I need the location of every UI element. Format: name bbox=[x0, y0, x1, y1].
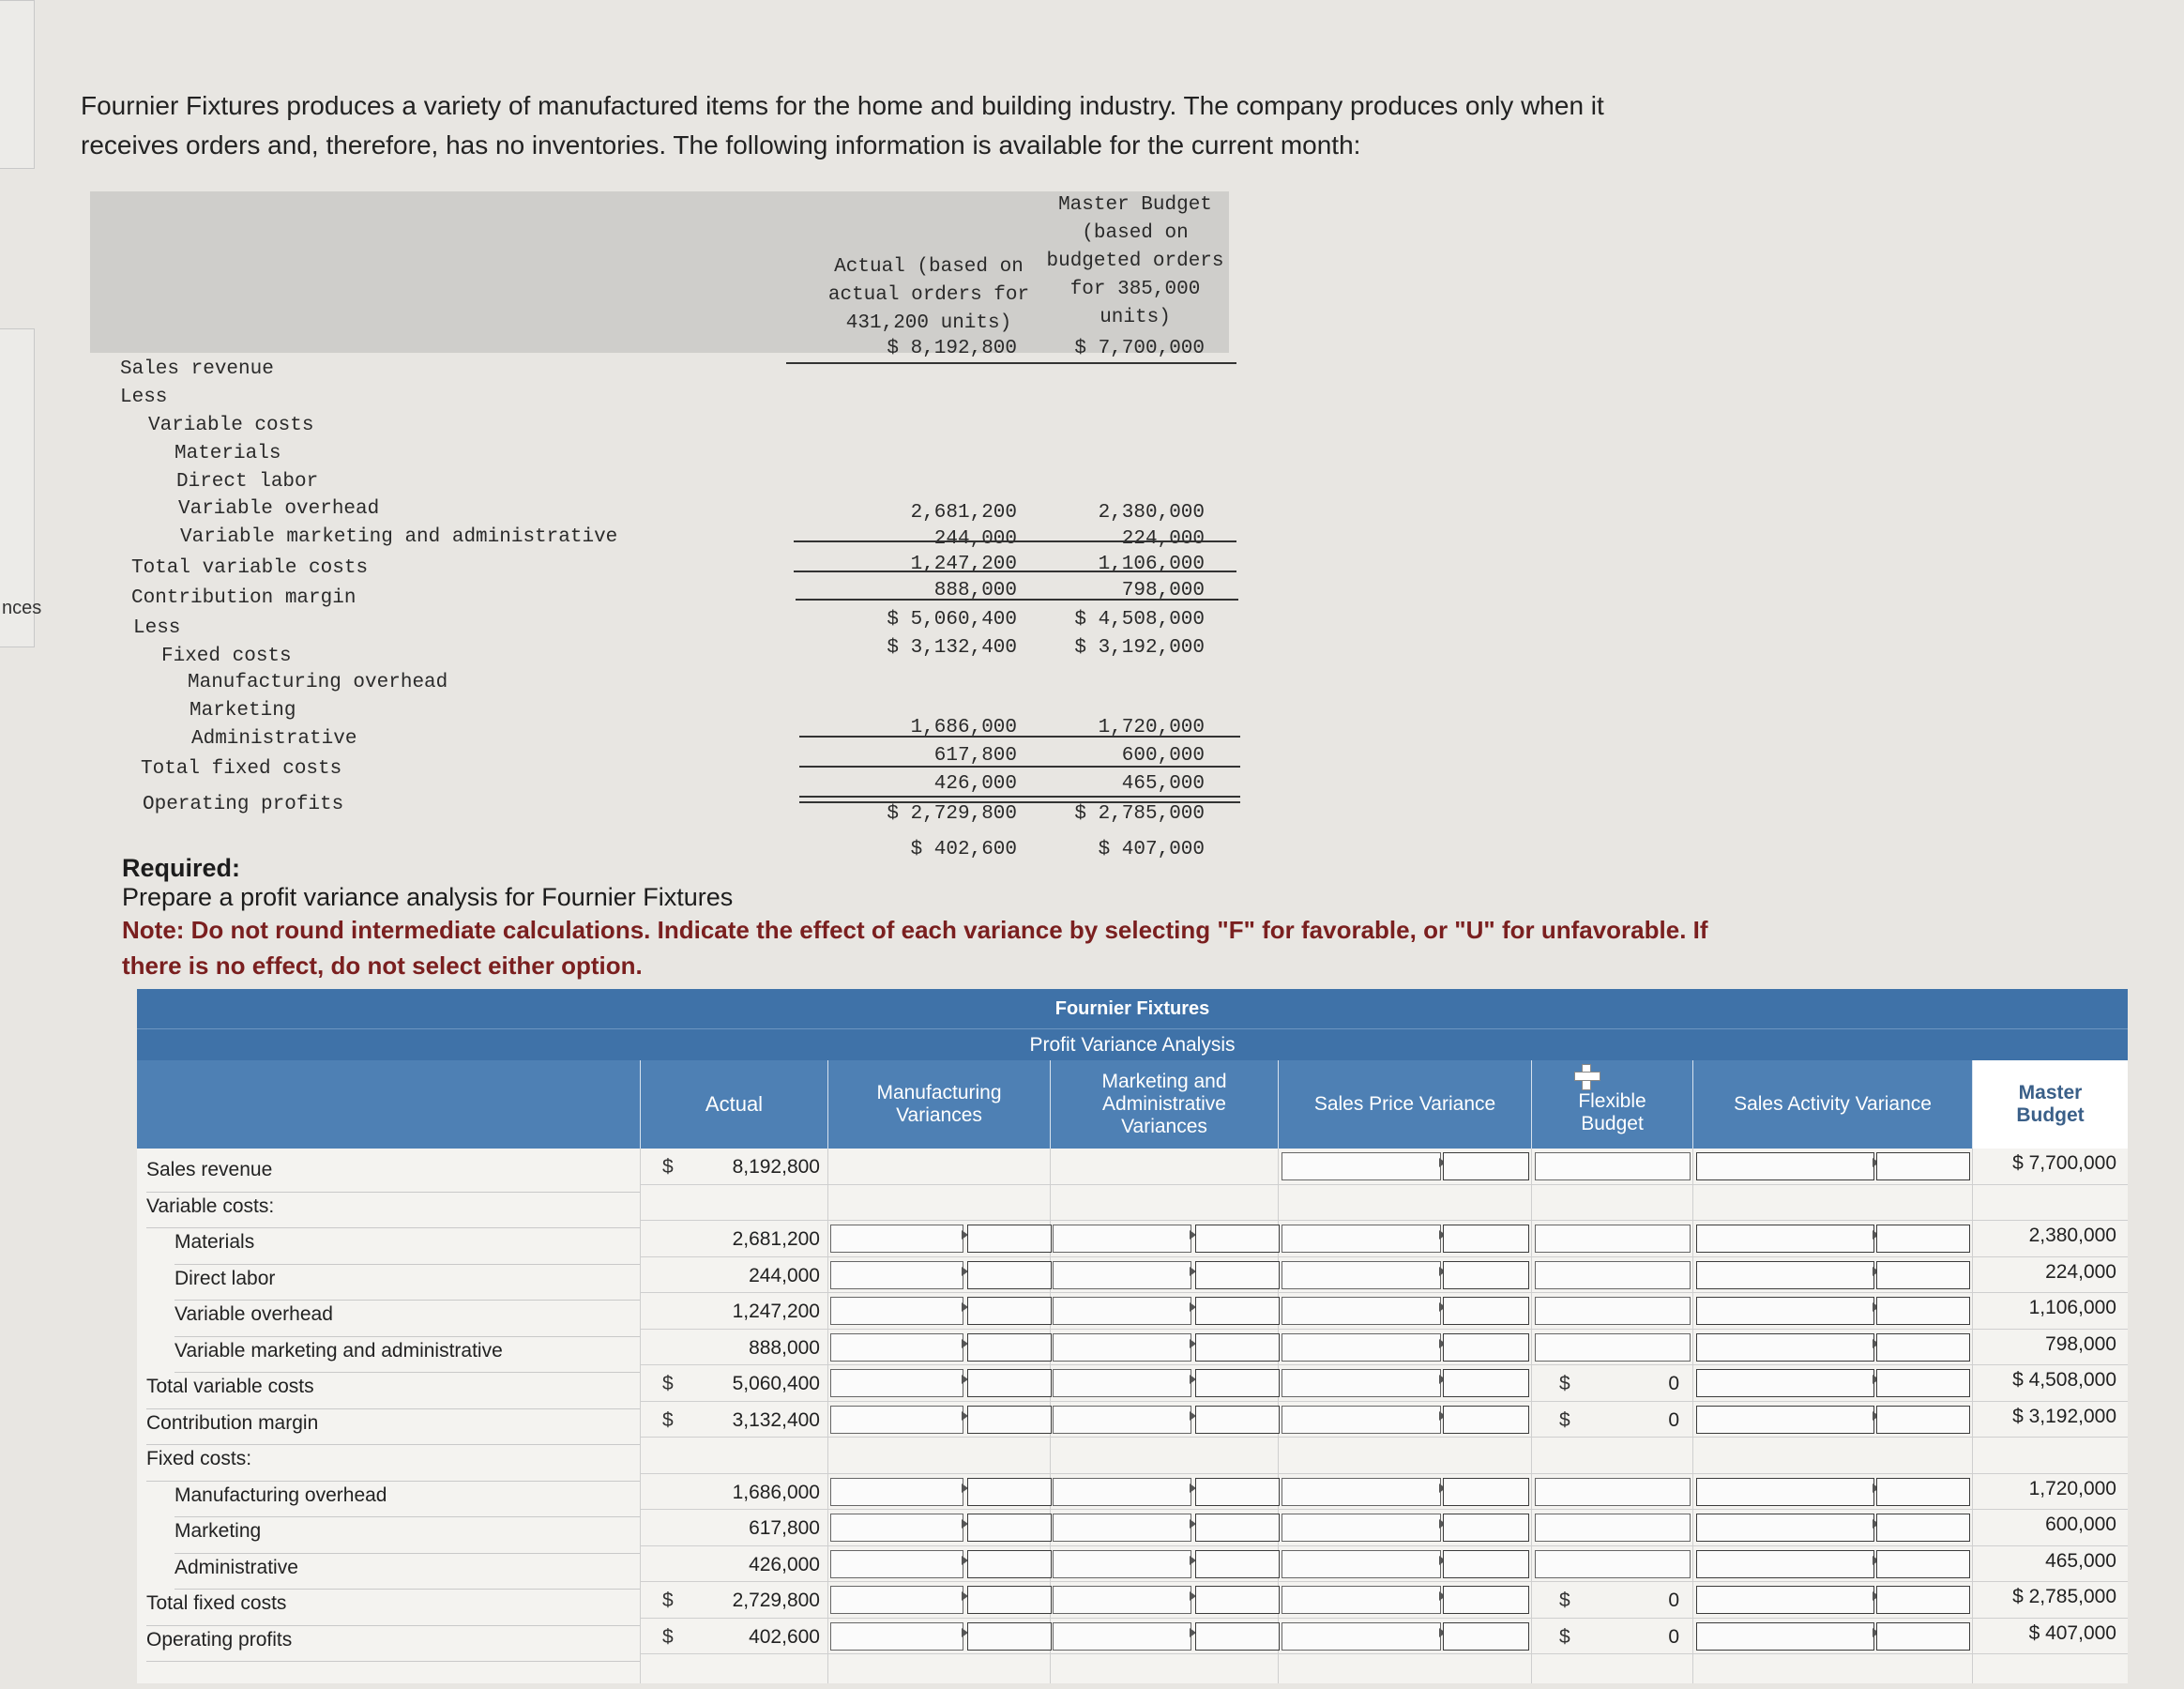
statement-master-value: 1,106,000 bbox=[1098, 554, 1205, 575]
flexible-budget-input[interactable] bbox=[1535, 1152, 1691, 1180]
statement-row-label: Fixed costs bbox=[161, 646, 292, 667]
sav-input[interactable] bbox=[1696, 1225, 1874, 1253]
statement-row-label: Variable costs bbox=[148, 415, 314, 436]
statement-rule bbox=[794, 571, 1236, 572]
row-divider bbox=[640, 1545, 2128, 1546]
mfg-variance-input[interactable] bbox=[830, 1550, 963, 1578]
statement-rule bbox=[799, 766, 1240, 768]
flexible-budget-input[interactable] bbox=[1535, 1225, 1691, 1253]
flexible-budget-input[interactable] bbox=[1535, 1550, 1691, 1578]
sav-effect-select[interactable] bbox=[1876, 1152, 1970, 1180]
header-sales-activity-variance: Sales Activity Variance bbox=[1692, 1060, 1972, 1149]
header-actual: Actual bbox=[640, 1060, 827, 1149]
row-divider bbox=[640, 1581, 2128, 1582]
flexible-dollar-sign: $ bbox=[1559, 1408, 1570, 1431]
row-divider bbox=[640, 1653, 2128, 1654]
move-cursor-icon bbox=[1572, 1062, 1600, 1090]
master-budget-value: $ 2,785,000 bbox=[2012, 1586, 2116, 1607]
mkt-variance-input[interactable] bbox=[1053, 1297, 1191, 1325]
statement-row-label: Direct labor bbox=[176, 471, 319, 493]
header-master-budget: Master Budget bbox=[1972, 1060, 2128, 1149]
mfg-variance-input[interactable] bbox=[830, 1225, 963, 1253]
statement-master-value: $ 3,192,000 bbox=[1074, 637, 1205, 659]
master-budget-value: 600,000 bbox=[2045, 1514, 2116, 1535]
sav-input[interactable] bbox=[1696, 1261, 1874, 1289]
statement-rule bbox=[796, 599, 1238, 601]
spv-effect-select[interactable] bbox=[1443, 1261, 1529, 1289]
sav-input[interactable] bbox=[1696, 1550, 1874, 1578]
actual-value: 2,681,200 bbox=[732, 1228, 820, 1250]
row-divider bbox=[640, 1329, 2128, 1330]
pva-row-label: Direct labor bbox=[174, 1265, 640, 1301]
row-divider bbox=[640, 1256, 2128, 1257]
mkt-effect-select[interactable] bbox=[1195, 1369, 1280, 1397]
required-heading: Required: bbox=[122, 854, 241, 882]
actual-value: 244,000 bbox=[749, 1264, 820, 1286]
pva-subtitle: Profit Variance Analysis bbox=[137, 1028, 2128, 1061]
statement-actual-value: 244,000 bbox=[933, 528, 1017, 550]
flexible-budget-value: 0 bbox=[1668, 1590, 1679, 1611]
mfg-effect-select[interactable] bbox=[967, 1297, 1052, 1325]
actual-value: 402,600 bbox=[749, 1625, 820, 1648]
left-tab-top[interactable] bbox=[0, 0, 35, 169]
mkt-effect-select[interactable] bbox=[1195, 1550, 1280, 1578]
pva-header-row bbox=[137, 1060, 2128, 1149]
row-divider bbox=[640, 1220, 2128, 1221]
statement-row-label: Less bbox=[133, 617, 181, 639]
mfg-effect-select[interactable] bbox=[967, 1333, 1052, 1362]
pva-row-label: Operating profits bbox=[146, 1626, 640, 1663]
header-sales-price-variance: Sales Price Variance bbox=[1278, 1060, 1531, 1149]
mfg-variance-input[interactable] bbox=[830, 1478, 963, 1506]
actual-value: 426,000 bbox=[749, 1553, 820, 1575]
pva-row-label: Total fixed costs bbox=[146, 1590, 640, 1626]
statement-row-label: Contribution margin bbox=[131, 587, 356, 609]
actual-dollar-sign: $ bbox=[662, 1408, 674, 1431]
left-tab-label: nces bbox=[2, 598, 42, 618]
header-manufacturing: Manufacturing Variances bbox=[827, 1060, 1050, 1149]
sav-input[interactable] bbox=[1696, 1297, 1874, 1325]
row-divider bbox=[640, 1364, 2128, 1365]
master-budget-value: $ 7,700,000 bbox=[2012, 1152, 2116, 1174]
sav-input[interactable] bbox=[1696, 1622, 1874, 1651]
master-budget-value: 465,000 bbox=[2045, 1549, 2116, 1572]
spv-effect-select[interactable] bbox=[1443, 1225, 1529, 1253]
pva-row-label: Contribution margin bbox=[146, 1409, 640, 1446]
flexible-dollar-sign: $ bbox=[1559, 1373, 1570, 1394]
spv-effect-select[interactable] bbox=[1443, 1622, 1529, 1651]
sav-effect-select[interactable] bbox=[1876, 1297, 1970, 1325]
statement-row-label: Manufacturing overhead bbox=[188, 672, 448, 693]
spv-input[interactable] bbox=[1282, 1586, 1441, 1614]
master-budget-value: $ 4,508,000 bbox=[2012, 1369, 2116, 1391]
actual-value: 8,192,800 bbox=[732, 1156, 820, 1178]
mkt-effect-select[interactable] bbox=[1195, 1586, 1280, 1614]
statement-row-label: Less bbox=[120, 387, 168, 408]
master-budget-value: $ 407,000 bbox=[2028, 1621, 2116, 1644]
spv-input[interactable] bbox=[1282, 1406, 1441, 1434]
pva-row-label: Variable costs: bbox=[146, 1193, 640, 1229]
pva-row-label: Materials bbox=[174, 1228, 640, 1265]
header-blank bbox=[137, 1060, 640, 1149]
statement-row-label: Total variable costs bbox=[131, 557, 369, 579]
sav-effect-select[interactable] bbox=[1876, 1622, 1970, 1651]
grid-line bbox=[1531, 1149, 1532, 1683]
spv-input[interactable] bbox=[1282, 1333, 1441, 1362]
statement-master-value: $ 7,700,000 bbox=[1074, 338, 1205, 359]
mfg-effect-select[interactable] bbox=[967, 1369, 1052, 1397]
actual-value: 1,686,000 bbox=[732, 1481, 820, 1503]
mkt-variance-input[interactable] bbox=[1053, 1622, 1191, 1651]
mfg-effect-select[interactable] bbox=[967, 1406, 1052, 1434]
statement-master-value: 798,000 bbox=[1121, 580, 1205, 601]
statement-actual-value: $ 402,600 bbox=[910, 839, 1017, 860]
sav-effect-select[interactable] bbox=[1876, 1478, 1970, 1506]
mkt-variance-input[interactable] bbox=[1053, 1550, 1191, 1578]
statement-actual-value: 2,681,200 bbox=[910, 502, 1017, 524]
sav-input[interactable] bbox=[1696, 1478, 1874, 1506]
mfg-variance-input[interactable] bbox=[830, 1333, 963, 1362]
mfg-variance-input[interactable] bbox=[830, 1369, 963, 1397]
statement-row-label: Sales revenue bbox=[120, 358, 274, 380]
master-budget-value: 224,000 bbox=[2045, 1260, 2116, 1283]
profit-variance-table bbox=[137, 989, 2128, 1683]
sav-effect-select[interactable] bbox=[1876, 1333, 1970, 1362]
mkt-variance-input[interactable] bbox=[1053, 1586, 1191, 1614]
statement-row-label: Operating profits bbox=[143, 794, 344, 815]
header-flexible-budget: Flexible Budget bbox=[1531, 1060, 1692, 1149]
actual-value: 888,000 bbox=[749, 1336, 820, 1359]
mkt-effect-select[interactable] bbox=[1195, 1622, 1280, 1651]
spv-effect-select[interactable] bbox=[1443, 1550, 1529, 1578]
mfg-effect-select[interactable] bbox=[967, 1478, 1052, 1506]
statement-actual-value: $ 8,192,800 bbox=[887, 338, 1017, 359]
sav-input[interactable] bbox=[1696, 1152, 1874, 1180]
mfg-effect-select[interactable] bbox=[967, 1586, 1052, 1614]
mkt-variance-input[interactable] bbox=[1053, 1514, 1191, 1542]
mkt-effect-select[interactable] bbox=[1195, 1297, 1280, 1325]
mfg-effect-select[interactable] bbox=[967, 1225, 1052, 1253]
statement-rule bbox=[799, 796, 1240, 803]
required-text: Prepare a profit variance analysis for Fournier Fixtures bbox=[122, 883, 734, 911]
pva-row-label: Sales revenue bbox=[146, 1156, 640, 1193]
mkt-variance-input[interactable] bbox=[1053, 1333, 1191, 1362]
row-divider bbox=[640, 1618, 2128, 1619]
statement-actual-value: $ 5,060,400 bbox=[887, 609, 1017, 631]
sav-effect-select[interactable] bbox=[1876, 1261, 1970, 1289]
grid-line bbox=[1972, 1149, 1973, 1683]
master-budget-value: 1,106,000 bbox=[2028, 1297, 2116, 1318]
mkt-variance-input[interactable] bbox=[1053, 1261, 1191, 1289]
actual-dollar-sign: $ bbox=[662, 1156, 674, 1178]
master-budget-value: 1,720,000 bbox=[2028, 1477, 2116, 1499]
sav-input[interactable] bbox=[1696, 1514, 1874, 1542]
pva-row-label: Marketing bbox=[174, 1517, 640, 1554]
mfg-variance-input[interactable] bbox=[830, 1514, 963, 1542]
actual-dollar-sign: $ bbox=[662, 1590, 674, 1611]
sav-effect-select[interactable] bbox=[1876, 1550, 1970, 1578]
flexible-budget-value: 0 bbox=[1668, 1625, 1679, 1648]
actual-value: 1,247,200 bbox=[732, 1301, 820, 1322]
mfg-effect-select[interactable] bbox=[967, 1514, 1052, 1542]
statement-actual-value: $ 2,729,800 bbox=[887, 803, 1017, 825]
actual-value: 2,729,800 bbox=[732, 1590, 820, 1611]
flexible-budget-input[interactable] bbox=[1535, 1297, 1691, 1325]
grid-line bbox=[827, 1149, 828, 1683]
actual-dollar-sign: $ bbox=[662, 1373, 674, 1394]
sav-effect-select[interactable] bbox=[1876, 1369, 1970, 1397]
spv-input[interactable] bbox=[1282, 1261, 1441, 1289]
statement-row-label: Total fixed costs bbox=[141, 758, 342, 780]
flexible-budget-input[interactable] bbox=[1535, 1514, 1691, 1542]
pva-row-label: Fixed costs: bbox=[146, 1445, 640, 1482]
spv-effect-select[interactable] bbox=[1443, 1152, 1529, 1180]
row-divider bbox=[640, 1292, 2128, 1293]
mkt-effect-select[interactable] bbox=[1195, 1333, 1280, 1362]
sav-effect-select[interactable] bbox=[1876, 1586, 1970, 1614]
actual-value: 617,800 bbox=[749, 1517, 820, 1539]
flexible-budget-input[interactable] bbox=[1535, 1478, 1691, 1506]
statement-row-label: Marketing bbox=[190, 700, 296, 722]
pva-row-label: Variable marketing and administrative bbox=[174, 1337, 640, 1374]
statement-row-label: Variable overhead bbox=[178, 498, 380, 520]
required-note: Note: Do not round intermediate calculations. Indicate the effect of each variance by selecting "F" for favorable, or "U" for unfavorable. If there is no effect, do not select either option. bbox=[122, 916, 1708, 980]
spv-effect-select[interactable] bbox=[1443, 1586, 1529, 1614]
pva-row-label: Variable overhead bbox=[174, 1301, 640, 1337]
mkt-variance-input[interactable] bbox=[1053, 1406, 1191, 1434]
mkt-effect-select[interactable] bbox=[1195, 1478, 1280, 1506]
statement-master-value: 2,380,000 bbox=[1098, 502, 1205, 524]
statement-master-value: 600,000 bbox=[1121, 745, 1205, 767]
statement-col-master: Master Budget (based on budgeted orders for 385,000 units) bbox=[1046, 194, 1224, 328]
spv-effect-select[interactable] bbox=[1443, 1369, 1529, 1397]
sav-effect-select[interactable] bbox=[1876, 1406, 1970, 1434]
mfg-effect-select[interactable] bbox=[967, 1622, 1052, 1651]
flexible-budget-input[interactable] bbox=[1535, 1261, 1691, 1289]
spv-effect-select[interactable] bbox=[1443, 1514, 1529, 1542]
pva-title: Fournier Fixtures bbox=[137, 989, 2128, 1028]
spv-input[interactable] bbox=[1282, 1550, 1441, 1578]
statement-row-label: Variable marketing and administrative bbox=[180, 526, 618, 548]
row-divider bbox=[640, 1473, 2128, 1474]
intro-text: Fournier Fixtures produces a variety of manufactured items for the home and building industry. The company produces only when it receives orders and, therefore, has no inventories. The following information is available for the current month: bbox=[81, 91, 1604, 160]
statement-rule bbox=[786, 362, 1236, 364]
sav-input[interactable] bbox=[1696, 1586, 1874, 1614]
row-divider bbox=[640, 1437, 2128, 1438]
spv-effect-select[interactable] bbox=[1443, 1406, 1529, 1434]
spv-input[interactable] bbox=[1282, 1514, 1441, 1542]
flexible-budget-value: 0 bbox=[1668, 1408, 1679, 1431]
spv-effect-select[interactable] bbox=[1443, 1478, 1529, 1506]
sav-input[interactable] bbox=[1696, 1369, 1874, 1397]
row-divider bbox=[640, 1509, 2128, 1510]
row-divider bbox=[640, 1184, 2128, 1185]
statement-master-value: 1,720,000 bbox=[1098, 717, 1205, 738]
statement-actual-value: 888,000 bbox=[933, 580, 1017, 601]
statement-master-value: $ 2,785,000 bbox=[1074, 803, 1205, 825]
statement-master-value: 224,000 bbox=[1121, 528, 1205, 550]
spv-input[interactable] bbox=[1282, 1297, 1441, 1325]
statement-rule bbox=[794, 540, 1236, 542]
statement-master-value: 465,000 bbox=[1121, 773, 1205, 795]
mfg-effect-select[interactable] bbox=[967, 1550, 1052, 1578]
mkt-variance-input[interactable] bbox=[1053, 1225, 1191, 1253]
statement-actual-value: 1,247,200 bbox=[910, 554, 1017, 575]
statement-actual-value: 1,686,000 bbox=[910, 717, 1017, 738]
statement-row-label: Materials bbox=[174, 443, 281, 464]
required-section bbox=[122, 854, 1717, 983]
flexible-dollar-sign: $ bbox=[1559, 1590, 1570, 1611]
mkt-variance-input[interactable] bbox=[1053, 1478, 1191, 1506]
mfg-variance-input[interactable] bbox=[830, 1297, 963, 1325]
row-divider bbox=[640, 1401, 2128, 1402]
spv-input[interactable] bbox=[1282, 1622, 1441, 1651]
sav-effect-select[interactable] bbox=[1876, 1514, 1970, 1542]
actual-dollar-sign: $ bbox=[662, 1625, 674, 1648]
statement-actual-value: 426,000 bbox=[933, 773, 1017, 795]
actual-value: 3,132,400 bbox=[732, 1408, 820, 1431]
statement-master-value: $ 407,000 bbox=[1098, 839, 1205, 860]
spv-input[interactable] bbox=[1282, 1152, 1441, 1180]
actual-value: 5,060,400 bbox=[732, 1373, 820, 1394]
sav-effect-select[interactable] bbox=[1876, 1225, 1970, 1253]
pva-row-label: Administrative bbox=[174, 1554, 640, 1590]
mfg-variance-input[interactable] bbox=[830, 1622, 963, 1651]
left-tab-nav[interactable] bbox=[0, 328, 42, 647]
header-marketing-admin: Marketing and Administrative Variances bbox=[1050, 1060, 1278, 1149]
statement-master-value: $ 4,508,000 bbox=[1074, 609, 1205, 631]
grid-line bbox=[640, 1149, 641, 1683]
mkt-effect-select[interactable] bbox=[1195, 1406, 1280, 1434]
mkt-effect-select[interactable] bbox=[1195, 1261, 1280, 1289]
sav-input[interactable] bbox=[1696, 1333, 1874, 1362]
master-budget-value: 798,000 bbox=[2045, 1332, 2116, 1355]
mkt-effect-select[interactable] bbox=[1195, 1514, 1280, 1542]
grid-line bbox=[1692, 1149, 1693, 1683]
flexible-budget-input[interactable] bbox=[1535, 1333, 1691, 1362]
statement-rule bbox=[799, 736, 1240, 738]
statement-actual-value: 617,800 bbox=[933, 745, 1017, 767]
mfg-effect-select[interactable] bbox=[967, 1261, 1052, 1289]
statement-actual-value: $ 3,132,400 bbox=[887, 637, 1017, 659]
spv-input[interactable] bbox=[1282, 1478, 1441, 1506]
statement-col-actual: Actual (based on actual orders for 431,200 units) bbox=[827, 256, 1030, 334]
spv-input[interactable] bbox=[1282, 1225, 1441, 1253]
spv-input[interactable] bbox=[1282, 1369, 1441, 1397]
flexible-dollar-sign: $ bbox=[1559, 1625, 1570, 1648]
master-budget-value: $ 3,192,000 bbox=[2012, 1405, 2116, 1427]
sav-input[interactable] bbox=[1696, 1406, 1874, 1434]
mfg-variance-input[interactable] bbox=[830, 1261, 963, 1289]
flexible-budget-value: 0 bbox=[1668, 1373, 1679, 1394]
mfg-variance-input[interactable] bbox=[830, 1406, 963, 1434]
pva-row-label: Manufacturing overhead bbox=[174, 1482, 640, 1518]
pva-row-label: Total variable costs bbox=[146, 1373, 640, 1409]
master-budget-value: 2,380,000 bbox=[2028, 1225, 2116, 1246]
mfg-variance-input[interactable] bbox=[830, 1586, 963, 1614]
spv-effect-select[interactable] bbox=[1443, 1297, 1529, 1325]
statement-row-label: Administrative bbox=[191, 728, 357, 750]
mkt-effect-select[interactable] bbox=[1195, 1225, 1280, 1253]
spv-effect-select[interactable] bbox=[1443, 1333, 1529, 1362]
mkt-variance-input[interactable] bbox=[1053, 1369, 1191, 1397]
